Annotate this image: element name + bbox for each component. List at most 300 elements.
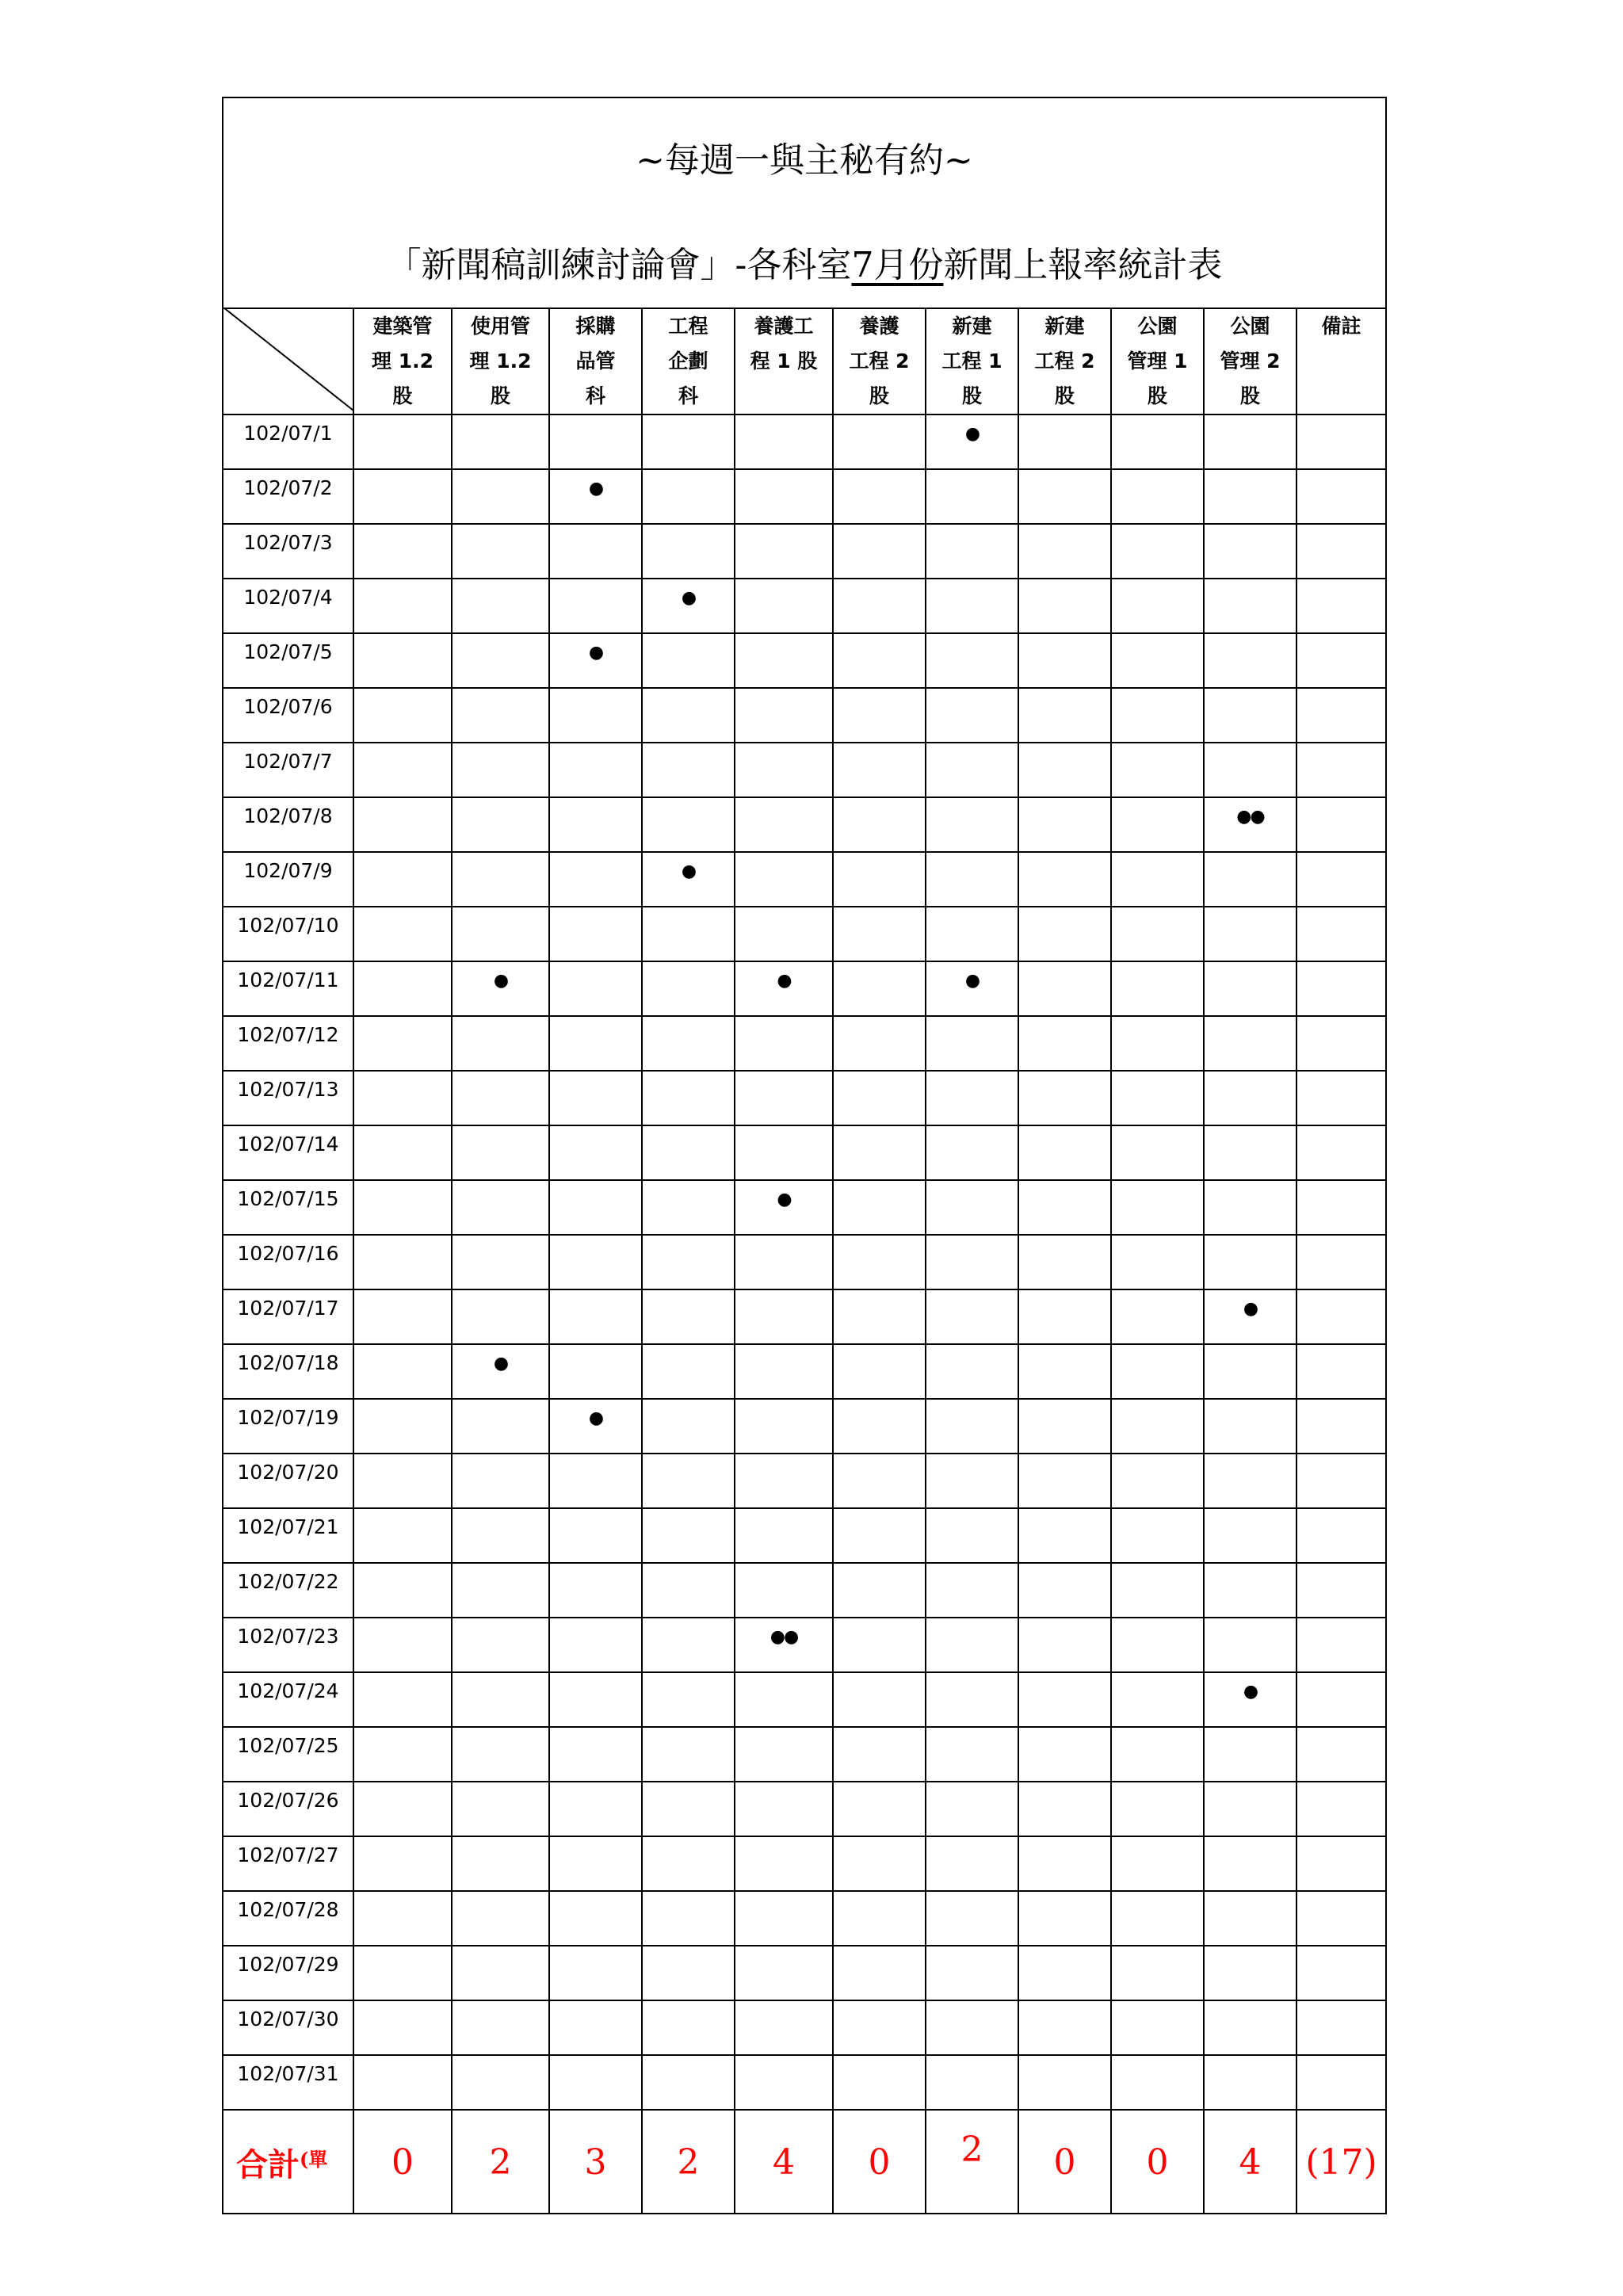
column-header-line: 新建	[952, 315, 992, 338]
mark-cell-col9	[1111, 1618, 1204, 1672]
column-header-line: 工程 2	[1034, 350, 1095, 372]
mark-cell-col2	[452, 1454, 549, 1508]
totals-label-unit: (單	[300, 2148, 328, 2171]
table-row	[223, 797, 1385, 852]
mark-cell-col8	[1018, 1071, 1111, 1125]
mark-cell-col3	[549, 1016, 642, 1071]
mark-cell-col11	[1296, 1399, 1385, 1454]
mark-cell-col2	[452, 1727, 549, 1782]
mark-cell-col8	[1018, 1946, 1111, 2000]
table-row	[223, 1563, 1385, 1618]
mark-cell-col9	[1111, 1289, 1204, 1344]
table-row	[223, 2055, 1385, 2110]
mark-cell-col3	[549, 1344, 642, 1399]
column-header-line: 理 1.2	[372, 350, 433, 372]
column-header-line: 科	[585, 384, 605, 407]
mark-cell-col11	[1296, 1454, 1385, 1508]
mark-cell-col9	[1111, 1125, 1204, 1180]
mark-cell-col10	[1204, 1727, 1296, 1782]
mark-cell-col3	[549, 1508, 642, 1563]
mark-cell-col1	[353, 524, 452, 579]
mark-cell-col3	[549, 2000, 642, 2055]
mark-cell-col9	[1111, 743, 1204, 797]
mark-cell-col1	[353, 1727, 452, 1782]
mark-cell-col11	[1296, 633, 1385, 688]
mark-cell-col10	[1204, 1618, 1296, 1672]
mark-cell-col6	[833, 1672, 926, 1727]
mark-cell-col1	[353, 415, 452, 469]
mark-cell-col8	[1018, 688, 1111, 743]
mark-cell-col3	[549, 524, 642, 579]
mark-cell-col6	[833, 1289, 926, 1344]
mark-cell-col10	[1204, 1946, 1296, 2000]
mark-cell-col9	[1111, 1946, 1204, 2000]
mark-cell-col1	[353, 1946, 452, 2000]
table-row	[223, 1782, 1385, 1836]
mark-cell-col5	[735, 1125, 833, 1180]
mark-cell-col6	[833, 579, 926, 633]
mark-cell-col10	[1204, 1180, 1296, 1235]
mark-cell-col6	[833, 961, 926, 1016]
mark-cell-col5	[735, 1235, 833, 1289]
mark-cell-col7	[926, 1235, 1018, 1289]
mark-cell-col6	[833, 633, 926, 688]
mark-cell-col7	[926, 1071, 1018, 1125]
mark-cell-col5	[735, 524, 833, 579]
mark-cell-col10	[1204, 1016, 1296, 1071]
column-header-col7	[926, 308, 1018, 415]
mark-cell-col9	[1111, 1071, 1204, 1125]
mark-cell-col2	[452, 2000, 549, 2055]
totals-row	[223, 2110, 1385, 2214]
mark-cell-col8	[1018, 797, 1111, 852]
table-row	[223, 1891, 1385, 1946]
mark-cell-col5	[735, 579, 833, 633]
date-cell: 102/07/3	[223, 524, 353, 579]
mark-cell-col10	[1204, 1235, 1296, 1289]
mark-cell-col11	[1296, 1071, 1385, 1125]
mark-cell-col10	[1204, 2055, 1296, 2110]
mark-cell-col1	[353, 1618, 452, 1672]
mark-cell-col7: ●	[926, 961, 1018, 1016]
column-header-line: 管理 1	[1127, 350, 1188, 372]
date-cell: 102/07/31	[223, 2055, 353, 2110]
table-row	[223, 1672, 1385, 1727]
mark-cell-col4	[642, 1016, 735, 1071]
mark-cell-col3: ●	[549, 469, 642, 524]
mark-cell-col5	[735, 1836, 833, 1891]
mark-cell-col3	[549, 579, 642, 633]
mark-cell-col10: ●	[1204, 1672, 1296, 1727]
mark-cell-col2	[452, 1235, 549, 1289]
column-header-line: 建築管	[372, 315, 433, 338]
mark-cell-col11	[1296, 1727, 1385, 1782]
mark-cell-col6	[833, 1727, 926, 1782]
mark-cell-col5	[735, 688, 833, 743]
mark-cell-col3	[549, 415, 642, 469]
mark-cell-col5	[735, 633, 833, 688]
mark-cell-col11	[1296, 907, 1385, 961]
mark-cell-col5	[735, 1727, 833, 1782]
mark-cell-col6	[833, 1399, 926, 1454]
mark-cell-col3	[549, 1836, 642, 1891]
mark-cell-col5	[735, 797, 833, 852]
mark-cell-col7	[926, 1727, 1018, 1782]
mark-cell-col2	[452, 1672, 549, 1727]
mark-cell-col9	[1111, 688, 1204, 743]
mark-cell-col6	[833, 1454, 926, 1508]
column-header-line: 工程 2	[849, 350, 910, 372]
mark-cell-col6	[833, 1508, 926, 1563]
mark-cell-col7	[926, 469, 1018, 524]
mark-cell-col8	[1018, 743, 1111, 797]
statistics-sheet	[222, 97, 1387, 2214]
date-cell: 102/07/23	[223, 1618, 353, 1672]
table-row	[223, 1618, 1385, 1672]
mark-cell-col10	[1204, 524, 1296, 579]
mark-cell-col1	[353, 1891, 452, 1946]
mark-cell-col5	[735, 1563, 833, 1618]
mark-cell-col9	[1111, 1891, 1204, 1946]
mark-cell-col1	[353, 1454, 452, 1508]
column-header-line: 企劃	[668, 350, 708, 372]
mark-cell-col6	[833, 1344, 926, 1399]
mark-cell-col3	[549, 1289, 642, 1344]
mark-cell-col2	[452, 1071, 549, 1125]
column-header-line: 股	[961, 384, 982, 407]
mark-cell-col1	[353, 1508, 452, 1563]
title-block	[223, 98, 1385, 309]
column-header-line: 養護	[859, 315, 899, 338]
mark-cell-col4	[642, 1344, 735, 1399]
mark-cell-col5	[735, 907, 833, 961]
mark-cell-col11	[1296, 1508, 1385, 1563]
mark-cell-col5	[735, 1016, 833, 1071]
date-cell: 102/07/4	[223, 579, 353, 633]
mark-cell-col6	[833, 852, 926, 907]
mark-cell-col10	[1204, 2000, 1296, 2055]
mark-cell-col3	[549, 1891, 642, 1946]
mark-cell-col9	[1111, 1344, 1204, 1399]
total-value-col10: 4	[1204, 2110, 1296, 2214]
page-subtitle	[223, 236, 1385, 287]
mark-cell-col11	[1296, 1618, 1385, 1672]
mark-cell-col9	[1111, 1782, 1204, 1836]
mark-cell-col9	[1111, 469, 1204, 524]
mark-cell-col7	[926, 1399, 1018, 1454]
mark-cell-col1	[353, 1016, 452, 1071]
mark-cell-col1	[353, 1399, 452, 1454]
mark-cell-col8	[1018, 961, 1111, 1016]
mark-cell-col1	[353, 1289, 452, 1344]
mark-cell-col11	[1296, 961, 1385, 1016]
mark-cell-col11	[1296, 2000, 1385, 2055]
date-cell: 102/07/28	[223, 1891, 353, 1946]
date-cell: 102/07/1	[223, 415, 353, 469]
mark-cell-col5	[735, 1289, 833, 1344]
column-header-col3	[549, 308, 642, 415]
mark-cell-col5	[735, 1946, 833, 2000]
table-row	[223, 1235, 1385, 1289]
mark-cell-col4	[642, 797, 735, 852]
mark-cell-col7	[926, 633, 1018, 688]
mark-cell-col6	[833, 688, 926, 743]
mark-cell-col11	[1296, 524, 1385, 579]
date-cell: 102/07/18	[223, 1344, 353, 1399]
mark-cell-col7	[926, 2000, 1018, 2055]
mark-cell-col7	[926, 1508, 1018, 1563]
mark-cell-col1	[353, 907, 452, 961]
total-value-col6: 0	[833, 2110, 926, 2214]
mark-cell-col9	[1111, 1454, 1204, 1508]
mark-cell-col10	[1204, 1454, 1296, 1508]
mark-cell-col11	[1296, 1891, 1385, 1946]
column-header-line: 股	[490, 384, 510, 407]
mark-cell-col9	[1111, 2000, 1204, 2055]
mark-cell-col11	[1296, 469, 1385, 524]
column-header-line: 品管	[575, 350, 616, 372]
table-row	[223, 1399, 1385, 1454]
column-header-line: 公園	[1137, 315, 1178, 338]
mark-cell-col1	[353, 1180, 452, 1235]
mark-cell-col3: ●	[549, 1399, 642, 1454]
date-cell: 102/07/14	[223, 1125, 353, 1180]
subtitle-prefix: 「新聞稿訓練討論會」-各科室	[386, 245, 852, 285]
mark-cell-col1	[353, 1782, 452, 1836]
mark-cell-col4	[642, 961, 735, 1016]
mark-cell-col7	[926, 1836, 1018, 1891]
mark-cell-col6	[833, 1891, 926, 1946]
mark-cell-col1	[353, 579, 452, 633]
mark-cell-col5	[735, 1071, 833, 1125]
mark-cell-col4	[642, 743, 735, 797]
mark-cell-col3: ●	[549, 633, 642, 688]
mark-cell-col11	[1296, 1344, 1385, 1399]
mark-cell-col3	[549, 1125, 642, 1180]
mark-cell-col6	[833, 1946, 926, 2000]
date-cell: 102/07/16	[223, 1235, 353, 1289]
total-value-col2: 2	[452, 2110, 549, 2214]
mark-cell-col2	[452, 1836, 549, 1891]
column-header-col9	[1111, 308, 1204, 415]
table-row	[223, 1344, 1385, 1399]
mark-cell-col10	[1204, 469, 1296, 524]
mark-cell-col2	[452, 524, 549, 579]
mark-cell-col11	[1296, 1563, 1385, 1618]
column-header-col10	[1204, 308, 1296, 415]
mark-cell-col4	[642, 688, 735, 743]
mark-cell-col8	[1018, 1399, 1111, 1454]
mark-cell-col9	[1111, 1508, 1204, 1563]
table-row	[223, 524, 1385, 579]
mark-cell-col10	[1204, 1071, 1296, 1125]
total-value-col11: (17)	[1296, 2110, 1385, 2214]
mark-cell-col5	[735, 1782, 833, 1836]
mark-cell-col1	[353, 797, 452, 852]
column-header-line: 養護工	[754, 315, 814, 338]
date-cell: 102/07/2	[223, 469, 353, 524]
mark-cell-col4	[642, 415, 735, 469]
mark-cell-col6	[833, 1782, 926, 1836]
table-row	[223, 1836, 1385, 1891]
mark-cell-col2	[452, 1125, 549, 1180]
mark-cell-col4	[642, 1508, 735, 1563]
mark-cell-col7	[926, 1016, 1018, 1071]
date-cell: 102/07/17	[223, 1289, 353, 1344]
mark-cell-col5	[735, 1454, 833, 1508]
mark-cell-col2	[452, 1289, 549, 1344]
mark-cell-col8	[1018, 1836, 1111, 1891]
total-value-col5: 4	[735, 2110, 833, 2214]
mark-cell-col8	[1018, 2055, 1111, 2110]
mark-cell-col11	[1296, 415, 1385, 469]
table-row	[223, 743, 1385, 797]
mark-cell-col4	[642, 2000, 735, 2055]
mark-cell-col5	[735, 2055, 833, 2110]
mark-cell-col2	[452, 579, 549, 633]
mark-cell-col6	[833, 1836, 926, 1891]
mark-cell-col5	[735, 1508, 833, 1563]
mark-cell-col2: ●	[452, 1344, 549, 1399]
mark-cell-col2	[452, 852, 549, 907]
mark-cell-col7	[926, 797, 1018, 852]
mark-cell-col2	[452, 688, 549, 743]
mark-cell-col11	[1296, 1125, 1385, 1180]
mark-cell-col10	[1204, 1125, 1296, 1180]
column-header-line: 股	[392, 384, 413, 407]
date-cell: 102/07/21	[223, 1508, 353, 1563]
date-cell: 102/07/24	[223, 1672, 353, 1727]
mark-cell-col11	[1296, 1016, 1385, 1071]
mark-cell-col8	[1018, 579, 1111, 633]
table-row	[223, 688, 1385, 743]
mark-cell-col4	[642, 1454, 735, 1508]
column-header-line: 使用管	[470, 315, 530, 338]
mark-cell-col10	[1204, 688, 1296, 743]
table-row	[223, 2000, 1385, 2055]
total-value-col4: 2	[642, 2110, 735, 2214]
mark-cell-col2	[452, 415, 549, 469]
mark-cell-col1	[353, 2000, 452, 2055]
mark-cell-col5	[735, 1399, 833, 1454]
mark-cell-col3	[549, 907, 642, 961]
mark-cell-col4	[642, 1836, 735, 1891]
mark-cell-col5: ●	[735, 961, 833, 1016]
mark-cell-col3	[549, 1727, 642, 1782]
mark-cell-col7	[926, 1618, 1018, 1672]
mark-cell-col1	[353, 1672, 452, 1727]
mark-cell-col10	[1204, 1782, 1296, 1836]
mark-cell-col4	[642, 633, 735, 688]
mark-cell-col8	[1018, 1508, 1111, 1563]
table-row	[223, 1946, 1385, 2000]
mark-cell-col7: ●	[926, 415, 1018, 469]
mark-cell-col4: ●	[642, 852, 735, 907]
mark-cell-col1	[353, 469, 452, 524]
mark-cell-col8	[1018, 1125, 1111, 1180]
mark-cell-col8	[1018, 633, 1111, 688]
mark-cell-col7	[926, 688, 1018, 743]
mark-cell-col8	[1018, 1563, 1111, 1618]
mark-cell-col3	[549, 852, 642, 907]
mark-cell-col9	[1111, 1836, 1204, 1891]
mark-cell-col7	[926, 743, 1018, 797]
mark-cell-col3	[549, 1454, 642, 1508]
column-header-line: 採購	[575, 315, 616, 338]
mark-cell-col3	[549, 1672, 642, 1727]
column-header-col5	[735, 308, 833, 415]
header-row	[223, 308, 1385, 415]
mark-cell-col1	[353, 1235, 452, 1289]
date-cell: 102/07/30	[223, 2000, 353, 2055]
column-header-line: 工程	[668, 315, 708, 338]
column-header-col6	[833, 308, 926, 415]
table-row	[223, 469, 1385, 524]
mark-cell-col6	[833, 1563, 926, 1618]
mark-cell-col3	[549, 1946, 642, 2000]
mark-cell-col6	[833, 1016, 926, 1071]
column-header-col4	[642, 308, 735, 415]
mark-cell-col2	[452, 1563, 549, 1618]
mark-cell-col10	[1204, 579, 1296, 633]
mark-cell-col5: ●	[735, 1180, 833, 1235]
mark-cell-col7	[926, 852, 1018, 907]
column-header-line: 新建	[1044, 315, 1085, 338]
column-header-line: 股	[1054, 384, 1075, 407]
column-header-line: 公園	[1230, 315, 1270, 338]
date-cell: 102/07/11	[223, 961, 353, 1016]
column-header-line: 股	[1239, 384, 1260, 407]
mark-cell-col3	[549, 961, 642, 1016]
mark-cell-col5	[735, 852, 833, 907]
mark-cell-col5	[735, 743, 833, 797]
table-row	[223, 1125, 1385, 1180]
mark-cell-col1	[353, 1125, 452, 1180]
mark-cell-col4	[642, 1946, 735, 2000]
column-header-line: 股	[869, 384, 889, 407]
mark-cell-col8	[1018, 524, 1111, 579]
mark-cell-col7	[926, 1672, 1018, 1727]
mark-cell-col4: ●	[642, 579, 735, 633]
mark-cell-col6	[833, 797, 926, 852]
mark-cell-col5	[735, 2000, 833, 2055]
mark-cell-col8	[1018, 907, 1111, 961]
mark-cell-col10	[1204, 743, 1296, 797]
mark-cell-col11	[1296, 743, 1385, 797]
mark-cell-col9	[1111, 415, 1204, 469]
date-cell: 102/07/29	[223, 1946, 353, 2000]
mark-cell-col8	[1018, 1235, 1111, 1289]
mark-cell-col5	[735, 1344, 833, 1399]
mark-cell-col3	[549, 797, 642, 852]
mark-cell-col9	[1111, 907, 1204, 961]
column-header-line: 工程 1	[941, 350, 1002, 372]
mark-cell-col5	[735, 1672, 833, 1727]
mark-cell-col3	[549, 688, 642, 743]
mark-cell-col11	[1296, 1235, 1385, 1289]
mark-cell-col9	[1111, 524, 1204, 579]
mark-cell-col6	[833, 1618, 926, 1672]
mark-cell-col7	[926, 907, 1018, 961]
column-header-line: 管理 2	[1220, 350, 1281, 372]
mark-cell-col1	[353, 1344, 452, 1399]
mark-cell-col5	[735, 469, 833, 524]
mark-cell-col8	[1018, 2000, 1111, 2055]
mark-cell-col2	[452, 469, 549, 524]
mark-cell-col10	[1204, 633, 1296, 688]
mark-cell-col2	[452, 907, 549, 961]
table-row	[223, 961, 1385, 1016]
